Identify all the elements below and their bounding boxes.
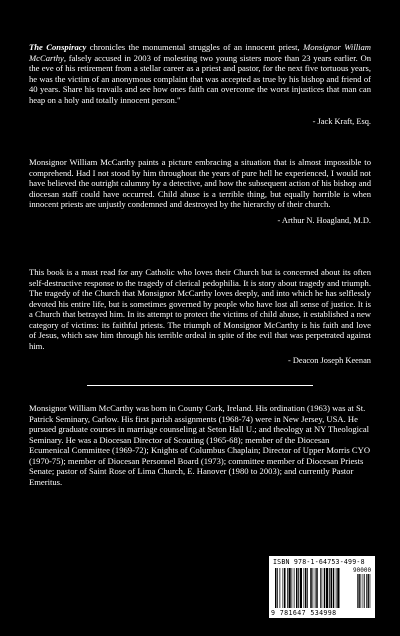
barcode-bars <box>275 568 371 608</box>
attribution-keenan: - Deacon Joseph Keenan <box>287 356 371 365</box>
divider-line <box>87 385 313 386</box>
blurb-hoagland-text: Monsignor William McCarthy paints a picture embracing a situation that is almost impossible to comprehend. Had I not stood by him throughout the years of pure hell he experienced, I would not have believed the outright calumny by a detective, and how the subsequent action of his bishop and diocesan staff could have occurred. Child abuse is a terrible thing, but equally horrible is when innocent priests are unjustly condemned and destroyed by the hierarchy of their church. <box>29 157 371 209</box>
attribution-kraft: - Jack Kraft, Esq. <box>312 117 371 126</box>
author-bio <box>29 403 371 487</box>
blurb-kraft-text: The Conspiracy chronicles the monumental struggles of an innocent priest, Monsignor William McCarthy, falsely accused in 2003 of molesting two young sisters more than 23 years earlier. On the eve of his retirement from a stellar career as a priest and pastor, for the next five tortuous years, he was the victim of an anonymous complaint that was accepted as true by his bishop and friend of 40 years. Share his travails and see how ones faith can overcome the worst injustices that man can heap on a holy and totally innocent person." <box>29 42 371 105</box>
price-code: 90000 <box>353 567 372 574</box>
blurb-kraft <box>29 42 371 127</box>
isbn-barcode <box>269 556 375 618</box>
attribution-hoagland: - Arthur N. Hoagland, M.D. <box>277 215 371 225</box>
barcode-digits: 9 781647 534998 <box>271 609 337 617</box>
book-title: The Conspiracy <box>29 42 87 52</box>
blurb-keenan <box>29 267 371 366</box>
author-bio-text: Monsignor William McCarthy was born in County Cork, Ireland. His ordination (1963) was at St. Patrick Seminary, Carlow. His first parish assignments (1968-74) were in New Jersey, USA. He pursued graduate courses in marriage counseling at Seton Hall U.; and theology at NY Theological Seminary. He was a Diocesan Director of Scouting (1965-68); member of the Diocesan Ecumenical Committee (1969-72); Knights of Columbus Chaplain; Director of Upper Morris CYO (1970-75); member of Diocesan Personnel Board (1973); committee member of Diocesan Priests Senate; pastor of Saint Rose of Lima Church, E. Hanover (1980 to 2003); and currently Pastor Emeritus. <box>29 403 371 487</box>
isbn-number: ISBN 978-1-64753-499-8 <box>273 558 365 566</box>
subject-name: Monsignor William McCarthy <box>29 42 371 63</box>
blurb-hoagland <box>29 157 371 226</box>
blurb-keenan-text: This book is a must read for any Catholic who loves their Church but is concerned about its often self-destructive response to the tragedy of clerical pedophilia. It is story about tragedy and triumph. The tragedy of the Church that Monsignor McCarthy loves deeply, and into which he has selflessly devoted his entire life, but is sometimes governed by people who have lost all sense of justice. It is a Church that betrayed him. In its attempt to protect the victims of child abuse, it established a new category of victims: its faithful priests. The triumph of Monsignor McCarthy is his faith and love of Jesus, which saw him through his terrible ordeal in spite of the evil that was perpetrated against him. <box>29 267 371 351</box>
